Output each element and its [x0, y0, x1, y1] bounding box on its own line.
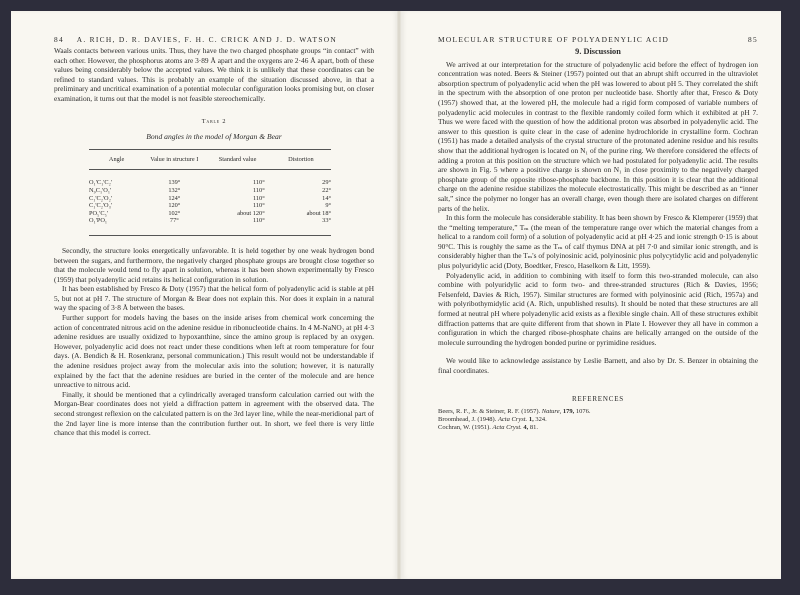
- col-header-standard: Standard value: [204, 149, 270, 170]
- table-row: [89, 210, 331, 218]
- ref-authors: Beers, R. F., Jr. & Steiner, R. F. (1957).: [438, 408, 541, 416]
- ref-journal: Acta Cryst.: [492, 424, 522, 432]
- reference-item: [438, 408, 758, 416]
- acknowledgement: We would like to acknowledge assistance by Leslie Barnett, and also by Dr. S. Benzer in obtaining the final coordinates.: [438, 356, 758, 375]
- cell-standard: 110°: [204, 217, 270, 235]
- table-row: [89, 217, 331, 235]
- table-caption: Bond angles in the model of Morgan & Bear: [146, 132, 282, 142]
- table-2: [54, 117, 374, 236]
- right-page-number: 85: [748, 35, 758, 44]
- ref-volume: 4,: [523, 424, 529, 432]
- left-page-number: 84: [54, 35, 64, 44]
- right-page: [401, 11, 781, 579]
- cell-distortion: 14°: [322, 194, 331, 202]
- cell-standard: 110°: [252, 186, 265, 194]
- ref-authors: Cochran, W. (1951).: [438, 424, 491, 432]
- book-spread: [11, 11, 781, 579]
- cell-standard: about 120°: [237, 209, 265, 217]
- table-row: [89, 202, 331, 210]
- cell-angle: C₁'C₂'O₃': [89, 202, 112, 210]
- cell-standard: 110°: [252, 179, 265, 187]
- table-label: Table 2: [201, 117, 227, 125]
- col-header-distortion: Distortion: [271, 149, 331, 170]
- ref-journal: Acta Cryst.: [497, 416, 528, 424]
- right-running-head-title: MOLECULAR STRUCTURE OF POLYADENYLIC ACID: [438, 35, 670, 44]
- ref-pages: 81.: [529, 424, 539, 432]
- left-running-head-authors: A. RICH, D. R. DAVIES, F. H. C. CRICK AND J. D. WATSON: [76, 35, 338, 44]
- cell-angle: C₁'C₂'O₂': [89, 194, 112, 202]
- table-header-row: [89, 149, 331, 170]
- ref-volume: 1,: [528, 416, 534, 424]
- left-page: [11, 11, 398, 579]
- ref-journal: Nature,: [541, 408, 562, 416]
- cell-angle: O₁'C₁'C₂': [89, 179, 112, 187]
- cell-distortion: 29°: [322, 179, 331, 187]
- bond-angles-table: [89, 149, 331, 236]
- cell-value: 77°: [144, 217, 204, 235]
- cell-standard: 110°: [252, 202, 265, 210]
- cell-angle: N₉C₁'O₁': [89, 186, 112, 194]
- ref-pages: 324.: [535, 416, 547, 424]
- cell-value: 120°: [168, 202, 181, 210]
- cell-distortion: 22°: [322, 186, 331, 194]
- references-heading: REFERENCES: [572, 394, 624, 403]
- ref-volume: 179,: [562, 408, 575, 416]
- cell-distortion: 9°: [325, 202, 331, 210]
- cell-distortion: about 18°: [306, 209, 331, 217]
- paragraph: Polyadenylic acid, in addition to combining with itself to form this two-stranded molecule, can also combine with polyuridylic acid to form two- and three-stranded structures (Rich & Davies, 1956; Felsenfeld, Davies & Rich, 1957). Similar structures are formed with polyinosinic acid (Rich, 1957a) and with polyribothymidylic acid (A. Rich, unpublished results). It should be noted that these structures are all formed at neutral pH where polyadenylic acid exists as a flexible single chain. All of these structures exhibit diffraction patterns that are quite different from that shown in Plate I. However they all have in common a configuration in which the charged ribose-phosphate chains are helically arranged on the outside of the molecule surrounding the hydrogen bonded purine or pyrimidine residues.: [438, 270, 758, 347]
- cell-angle: PO₅'C₅': [89, 209, 108, 217]
- table-row: [89, 195, 331, 203]
- right-page-body: [438, 46, 758, 432]
- cell-distortion: 33°: [271, 217, 331, 235]
- paragraph: Finally, it should be mentioned that a cylindrically averaged transform calculation carried out with the Morgan-Bear coordinates does not yield a diffraction pattern in agreement with the observed data. The second strongest reflexion on the calculated pattern is on the 3rd layer line, while the near-meridional part of the 2nd layer line is more intense than the contribution further out. In short, we feel there is very little chance that this model is correct.: [54, 389, 374, 438]
- paragraph: We arrived at our interpretation for the structure of polyadenylic acid before the effect of hydrogen ion concentration was noted. Beers & Steiner (1957) pointed out that an abrupt shift occurred in the ultraviolet absorption spectrum of polyadenylic acid when the pH was lowered to about pH 5. They correlated the shift in the spectrum with the absorption of one proton per nucleotide base. Shortly after that, Fresco & Doty (1957) showed that, at the lowered pH, the molecule had a rigid form composed of variable numbers of polyadenylic acid molecules in contrast to the flexible randomly coiled form which it exhibited at pH 7. Thus we were faced with the question of how the additional proton was absorbed in polyadenylic acid. The answer to this question is quite clear in the case of adenine hydrochloride in crystalline form. Cochran (1951) has made a detailed analysis of the crystal structure of the protonated adenine residue and his results show that the additional hydrogen is located on N₁ of the purine ring. We therefore considered the effects of adding a proton at this position on the structure which we had postulated for polyadenylic acid. The results are shown in Fig. 5 where a positive charge is shown on N₁ in close proximity to the negatively charged phosphate group of the opposite ribose-phosphate backbone. In this position it is clear that the additional charge on the adenine residue stabilizes the molecule electrostatically. This might be described as an “inner salt,” since the polymer no longer has an overall charge, even though there are isolated charges on different parts of the helix.: [438, 59, 758, 213]
- cell-value: 132°: [168, 186, 181, 194]
- paragraph: In this form the molecule has considerable stability. It has been shown by Fresco & Klemperer (1959) that the “melting temperature,” Tₘ (the mean of the temperature range over which the material changes from a helical to a random coil form) of a solution of polyadenylic acid at pH 4·25 and ionic strength 0·15 is about 90°C. This is roughly the same as the Tₘ of calf thymus DNA at pH 7·0 and similar ionic strength, and is considerably higher than the Tₘ's of polyinosinic acid, polyinosinic plus polycytidylic acid and polyadenylic plus polyuridylic acid (Doty, Boedtker, Fresco, Haselkorn & Litt, 1959).: [438, 213, 758, 271]
- paragraph: Waals contacts between various units. Thus, they have the two charged phosphate groups “in contact” with each other. However, the phosphorus atoms are 3·89 Å apart and the oxygens are 2·46 Å apart, both of these values being considerably below the accepted values. We think it is unlikely that these coordinates can be refined to standard values. This is probably an example of the situation discussed above, in that a preliminary and uncritical examination of a potential molecular configuration looks promising but, on closer examination, it turns out that the model is not feasible stereochemically.: [54, 46, 374, 103]
- table-row: [89, 187, 331, 195]
- left-page-text-after-table: [54, 246, 374, 438]
- left-page-body: [54, 46, 374, 438]
- paragraph: Secondly, the structure looks energetically unfavorable. It is held together by one weak hydrogen bond between the sugars, and furthermore, the negatively charged phosphate groups are brought close together so that the molecule would tend to fly apart in solution, whereas it has been shown experimentally by Fresco (1959) that polyadenylic acid retains its helical configuration in solution.: [54, 245, 374, 284]
- ref-pages: 1076.: [575, 408, 591, 416]
- col-header-angle: Angle: [89, 149, 144, 170]
- reference-item: [438, 416, 758, 424]
- cell-standard: 110°: [252, 194, 265, 202]
- reference-item: [438, 424, 758, 432]
- left-running-head: [54, 35, 337, 44]
- cell-angle: O₁'PO₁: [89, 217, 144, 235]
- col-header-value: Value in structure I: [144, 149, 204, 170]
- cell-value: 139°: [168, 179, 181, 187]
- cell-value: 124°: [168, 194, 181, 202]
- table-row: [89, 170, 331, 187]
- cell-value: 102°: [168, 209, 181, 217]
- section-heading: 9. Discussion: [575, 47, 621, 56]
- right-running-head: [438, 35, 758, 44]
- paragraph: Further support for models having the bases on the inside arises from chemical work concerning the action of concentrated nitrous acid on the adenine residue in ribonucleotide chains. In 4 M-NaNO₂ at pH 4·3 adenine residues are usually oxidized to hypoxanthine, since the amino group is replaced by an oxygen. However, polyadenylic acid does not react under these conditions when left at room temperature for four days. (A. Bendich & H. Rosenkranz, personal communication.) This result would not be understandable if the adenine residues project away from the molecular axis into the solution; however, it is naturally explained by the fact that the adenine residues are buried in the center of the molecule and are hence unreactive to nitrous acid.: [54, 313, 374, 390]
- paragraph: It has been established by Fresco & Doty (1957) that the helical form of polyadenylic acid is stable at pH 5, but not at pH 7. The structure of Morgan & Bear does not explain this. Nor does it explain in a natural way the spacing of 3·8 Å between the bases.: [54, 284, 374, 313]
- ref-authors: Broomhead, J. (1948).: [438, 416, 497, 424]
